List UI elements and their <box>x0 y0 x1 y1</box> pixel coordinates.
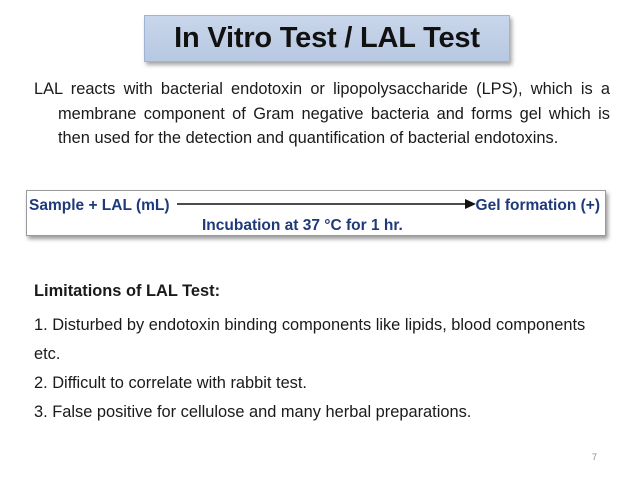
list-item: 1. Disturbed by endotoxin binding components like lipids, blood components etc. <box>34 316 586 363</box>
reaction-reactants: Sample + LAL (mL) <box>29 197 170 214</box>
page-number: 7 <box>592 452 598 462</box>
list-item: 3. False positive for cellulose and many herbal preparations. <box>34 403 472 421</box>
reaction-scheme <box>26 190 606 236</box>
limitations-heading: Limitations of LAL Test: <box>34 282 221 300</box>
intro-paragraph: LAL reacts with bacterial endotoxin or lipopolysaccharide (LPS), which is a membrane component of Gram negative bacteria and forms gel which is then used for the detection and quantification of bacterial endotoxins. <box>34 80 610 147</box>
limitations-list <box>34 311 614 427</box>
reaction-arrow-icon <box>177 197 477 211</box>
reaction-product: Gel formation (+) <box>475 197 600 214</box>
slide-title: In Vitro Test / LAL Test <box>174 22 480 54</box>
title-box <box>144 15 510 62</box>
reaction-condition: Incubation at 37 °C for 1 hr. <box>202 217 403 234</box>
list-item: 2. Difficult to correlate with rabbit test. <box>34 374 307 392</box>
